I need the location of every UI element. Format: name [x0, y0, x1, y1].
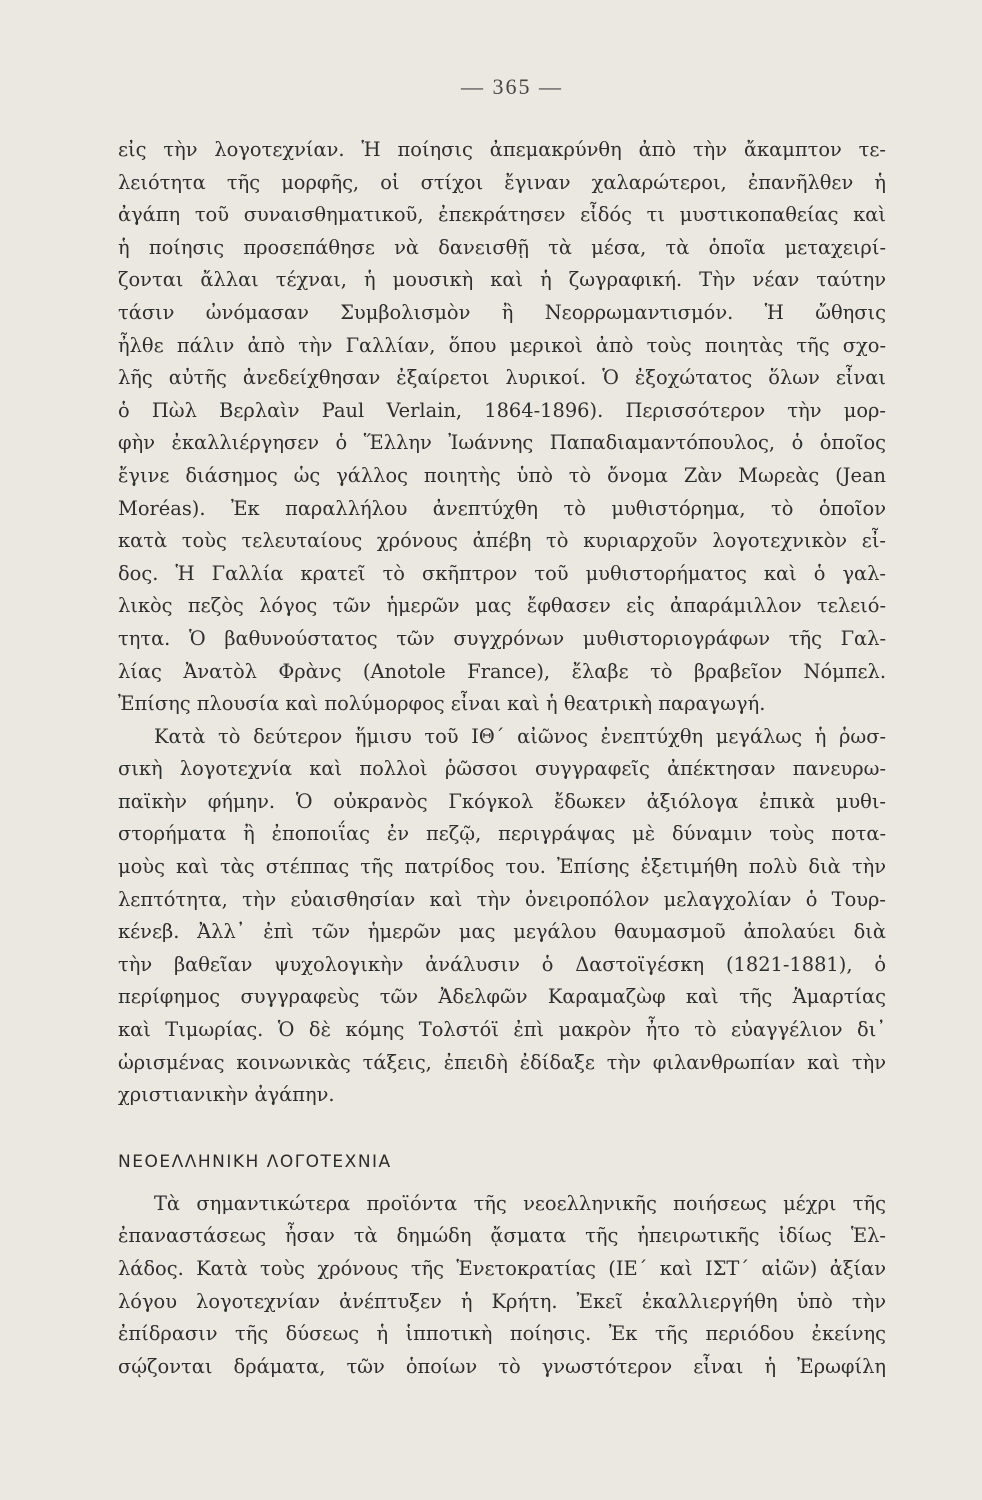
paragraph-modern-greek-literature — [118, 1188, 886, 1384]
text-line: λειότητα τῆς μορφῆς, οἱ στίχοι ἔγιναν χαλαρώτεροι, ἐπανῆλθεν ἡ — [118, 170, 886, 194]
text-line: τὴν βαθεῖαν ψυχολογικὴν ἀνάλυσιν ὁ Δαστοϊγέσκη (1821-1881), ὁ — [118, 952, 886, 976]
text-line: δος. Ἡ Γαλλία κρατεῖ τὸ σκῆπτρον τοῦ μυθιστορήματος καὶ ὁ γαλ- — [118, 561, 886, 585]
text-line: λόγου λογοτεχνίαν ἀνέπτυξεν ἡ Κρήτη. Ἐκεῖ ἐκαλλιεργήθη ὑπὸ τὴν — [118, 1289, 886, 1313]
text-line: Τὰ σημαντικώτερα προϊόντα τῆς νεοελληνικῆς ποιήσεως μέχρι τῆς — [154, 1191, 886, 1215]
text-line: Κατὰ τὸ δεύτερον ἥμισυ τοῦ ΙΘ΄ αἰῶνος ἐνεπτύχθη μεγάλως ἡ ῥωσ- — [154, 724, 886, 748]
text-line: περίφημος συγγραφεὺς τῶν Ἀδελφῶν Καραμαζὼφ καὶ τῆς Ἁμαρτίας — [118, 985, 886, 1009]
text-line: κένεβ. Ἀλλ᾽ ἐπὶ τῶν ἡμερῶν μας μεγάλου θαυμασμοῦ ἀπολαύει διὰ — [118, 920, 886, 944]
section-heading: ΝΕΟΕΛΛΗΝΙΚΗ ΛΟΓΟΤΕΧΝΙΑ — [118, 1151, 392, 1172]
text-line: χριστιανικὴν ἀγάπην. — [118, 1083, 335, 1107]
text-line: Ἐπίσης πλουσία καὶ πολύμορφος εἶναι καὶ ἡ θεατρικὴ παραγωγή. — [118, 692, 766, 716]
text-line: λικὸς πεζὸς λόγος τῶν ἡμερῶν μας ἔφθασεν εἰς ἀπαράμιλλον τελειό- — [118, 594, 886, 618]
text-line: τητα. Ὁ βαθυνούστατος τῶν συγχρόνων μυθιστοριογράφων τῆς Γαλ- — [118, 626, 886, 650]
text-line: στορήματα ἢ ἐποποιΐας ἐν πεζῷ, περιγράψας μὲ δύναμιν τοὺς ποτα- — [118, 822, 886, 846]
text-line: ἦλθε πάλιν ἀπὸ τὴν Γαλλίαν, ὅπου μερικοὶ ἀπὸ τοὺς ποιητὰς τῆς σχο- — [118, 333, 886, 357]
text-line: ἡ ποίησις προσεπάθησε νὰ δανεισθῇ τὰ μέσα, τὰ ὁποῖα μεταχειρί- — [118, 235, 886, 259]
text-line: εἰς τὴν λογοτεχνίαν. Ἡ ποίησις ἀπεμακρύνθη ἀπὸ τὴν ἄκαμπτον τε- — [118, 138, 886, 161]
text-line: λίας Ἀνατὸλ Φρὰνς (Anotole France), ἔλαβε τὸ βραβεῖον Νόμπελ. — [118, 659, 886, 683]
text-line: ὡρισμένας κοινωνικὰς τάξεις, ἐπειδὴ ἐδίδαξε τὴν φιλανθρωπίαν καὶ τὴν — [118, 1050, 886, 1074]
page-number: — 365 — — [461, 74, 563, 99]
text-line: κατὰ τοὺς τελευταίους χρόνους ἀπέβη τὸ κυριαρχοῦν λογοτεχνικὸν εἶ- — [118, 529, 886, 553]
text-line: λῆς αὐτῆς ἀνεδείχθησαν ἐξαίρετοι λυρικοί. Ὁ ἐξοχώτατος ὅλων εἶναι — [118, 366, 886, 390]
text-line: καὶ Τιμωρίας. Ὁ δὲ κόμης Τολστόϊ ἐπὶ μακρὸν ἦτο τὸ εὐαγγέλιον δι᾽ — [118, 1018, 886, 1042]
text-line: Moréas). Ἐκ παραλλήλου ἀνεπτύχθη τὸ μυθιστόρημα, τὸ ὁποῖον — [118, 496, 886, 520]
text-line: σῴζονται δράματα, τῶν ὁποίων τὸ γνωστότερον εἶναι ἡ Ἐρωφίλη — [118, 1354, 886, 1378]
text-line: λεπτότητα, τὴν εὐαισθησίαν καὶ τὴν ὀνειροπόλον μελαγχολίαν ὁ Τουρ- — [118, 887, 886, 911]
text-line: τάσιν ὠνόμασαν Συμβολισμὸν ἢ Νεορρωμαντισμόν. Ἡ ὤθησις — [118, 300, 886, 324]
text-line: σικὴ λογοτεχνία καὶ πολλοὶ ῥῶσσοι συγγραφεῖς ἀπέκτησαν πανευρω- — [118, 757, 886, 781]
paragraph-russian-literature — [118, 721, 886, 1112]
text-line: φὴν ἐκαλλιέργησεν ὁ Ἕλλην Ἰωάννης Παπαδιαμαντόπουλος, ὁ ὁποῖος — [118, 431, 886, 455]
text-line: ζονται ἄλλαι τέχναι, ἡ μουσικὴ καὶ ἡ ζωγραφική. Τὴν νέαν ταύτην — [118, 268, 886, 292]
paragraph-symbolism — [118, 134, 886, 721]
text-line: ἐπίδρασιν τῆς δύσεως ἡ ἱπποτικὴ ποίησις. Ἐκ τῆς περιόδου ἐκείνης — [118, 1322, 886, 1346]
text-line: ἀγάπη τοῦ συναισθηματικοῦ, ἐπεκράτησεν εἶδός τι μυστικοπαθείας καὶ — [118, 203, 886, 227]
text-line: παϊκὴν φήμην. Ὁ οὐκρανὸς Γκόγκολ ἔδωκεν ἀξιόλογα ἐπικὰ μυθι- — [118, 789, 886, 813]
text-line: ἔγινε διάσημος ὡς γάλλος ποιητὴς ὑπὸ τὸ ὄνομα Ζὰν Μωρεὰς (Jean — [118, 463, 886, 487]
text-line: λάδος. Κατὰ τοὺς χρόνους τῆς Ἑνετοκρατίας (ΙΕ΄ καὶ ΙΣΤ΄ αἰῶν) ἀξίαν — [118, 1257, 886, 1280]
text-line: ὁ Πὼλ Βερλαὶν Paul Verlain, 1864-1896). Περισσότερον τὴν μορ- — [118, 398, 886, 422]
text-line: μοὺς καὶ τὰς στέππας τῆς πατρίδος του. Ἐπίσης ἐξετιμήθη πολὺ διὰ τὴν — [118, 855, 886, 879]
text-line: ἐπαναστάσεως ἦσαν τὰ δημώδη ᾄσματα τῆς ἠπειρωτικῆς ἰδίως Ἑλ- — [118, 1224, 886, 1248]
